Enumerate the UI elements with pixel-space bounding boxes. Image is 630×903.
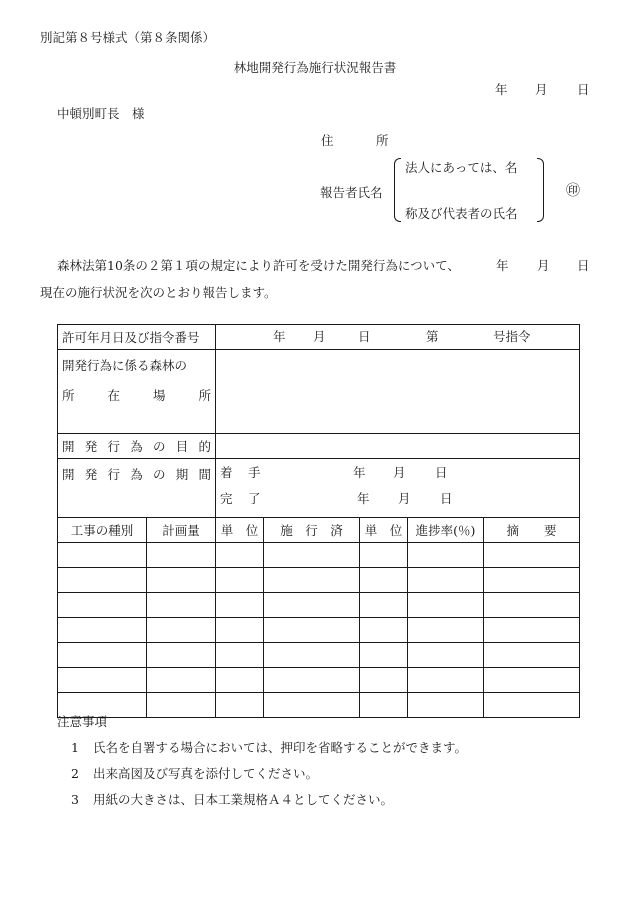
table-cell [264, 618, 360, 643]
location-label-line2 [62, 386, 211, 404]
table-cell [484, 543, 580, 568]
table-cell [264, 643, 360, 668]
table-cell [484, 568, 580, 593]
purpose-char: 為 [130, 439, 143, 454]
table-cell [147, 568, 216, 593]
table-row [58, 693, 580, 718]
location-char: 所 [62, 388, 75, 403]
table-row [58, 543, 580, 568]
table-cell [264, 593, 360, 618]
table-cell [484, 593, 580, 618]
table-cell [216, 593, 264, 618]
permit-value-cell [216, 325, 580, 350]
table-cell [408, 668, 484, 693]
location-label-line1: 開発行為に係る森林の [62, 358, 188, 373]
body-day: 日 [577, 258, 590, 273]
corporate-note-line1: 法人にあっては、名 [405, 160, 518, 175]
table-cell [360, 668, 408, 693]
table-cell [147, 618, 216, 643]
purpose-char: 目 [175, 439, 189, 454]
start-label-char: 着 [220, 465, 233, 480]
period-char: 間 [198, 467, 212, 482]
table-cell [264, 568, 360, 593]
table-cell [264, 543, 360, 568]
permit-label: 許可年月日及び指令番号 [62, 330, 200, 345]
table-cell [216, 543, 264, 568]
reporter-name-label: 報告者氏名 [320, 185, 383, 200]
period-label [62, 465, 211, 483]
col-header-planned-amount: 計画量 [147, 518, 216, 543]
table-cell [264, 668, 360, 693]
col-header-completed: 施 行 済 [264, 518, 360, 543]
date-month-label: 月 [535, 82, 548, 97]
purpose-char: 行 [107, 439, 121, 454]
table-cell [484, 668, 580, 693]
address-label-part2: 所 [376, 133, 389, 148]
col-header-progress-rate: 進捗率(％) [408, 518, 484, 543]
table-cell [408, 643, 484, 668]
address-label-part1: 住 [321, 133, 334, 148]
document-title: 林地開発行為施行状況報告書 [233, 60, 397, 75]
table-cell [264, 693, 360, 718]
table-cell [216, 693, 264, 718]
table-cell [360, 543, 408, 568]
body-line1: 森林法第10条の２第１項の規定により許可を受けた開発行為について、 [57, 258, 460, 273]
table-cell [147, 593, 216, 618]
table-cell [58, 568, 147, 593]
table-cell [484, 693, 580, 718]
left-bracket [394, 158, 401, 222]
table-cell [58, 593, 147, 618]
permit-day: 日 [358, 329, 371, 344]
note-number: 2 [71, 766, 79, 781]
note-number: 1 [71, 740, 79, 755]
start-label-char: 手 [248, 465, 261, 480]
col-header-unit: 単 位 [360, 518, 408, 543]
purpose-label [62, 437, 211, 455]
period-label-cell [58, 459, 216, 518]
col-header-unit: 単 位 [216, 518, 264, 543]
table-row [58, 593, 580, 618]
date-year-label: 年 [495, 82, 508, 97]
purpose-char: 発 [84, 439, 98, 454]
table-row [58, 568, 580, 593]
table-cell [484, 643, 580, 668]
location-label-cell [58, 350, 216, 434]
end-day: 日 [440, 491, 453, 506]
permit-label-cell [58, 325, 216, 350]
permit-number-prefix: 第 [426, 329, 439, 344]
table-row [58, 668, 580, 693]
table-cell [360, 593, 408, 618]
location-char: 所 [198, 388, 212, 403]
seal-mark: ㊞ [566, 183, 580, 199]
note-text: 出来高図及び写真を添付してください。 [93, 766, 319, 781]
table-cell [216, 668, 264, 693]
period-char: 期 [175, 467, 189, 482]
period-char: 開 [62, 467, 75, 482]
start-year: 年 [353, 465, 366, 480]
report-table [57, 324, 580, 718]
start-day: 日 [435, 465, 448, 480]
table-cell [147, 543, 216, 568]
table-row [58, 618, 580, 643]
body-month: 月 [537, 258, 550, 273]
start-month: 月 [393, 465, 406, 480]
body-year: 年 [496, 258, 509, 273]
body-line2: 現在の施行状況を次のとおり報告します。 [40, 285, 277, 300]
table-cell [216, 618, 264, 643]
table-cell [408, 543, 484, 568]
purpose-char: の [153, 439, 166, 454]
period-char: 発 [84, 467, 98, 482]
permit-year: 年 [273, 329, 286, 344]
end-label-char: 完 [220, 491, 233, 506]
period-char: 為 [130, 467, 143, 482]
addressee: 中頓別町長 様 [57, 106, 145, 121]
col-header-work-type: 工事の種別 [58, 518, 147, 543]
table-cell [360, 643, 408, 668]
table-cell [216, 568, 264, 593]
form-number: 別記第８号様式（第８条関係） [40, 30, 216, 45]
table-cell [360, 618, 408, 643]
table-cell [408, 618, 484, 643]
purpose-char: 的 [198, 439, 212, 454]
table-cell [408, 593, 484, 618]
end-year: 年 [357, 491, 370, 506]
permit-month: 月 [313, 329, 326, 344]
location-value-cell [216, 350, 580, 434]
table-cell [147, 693, 216, 718]
right-bracket [537, 158, 544, 222]
table-cell [216, 643, 264, 668]
date-day-label: 日 [577, 82, 590, 97]
corporate-note-line2: 称及び代表者の氏名 [405, 206, 518, 221]
permit-order-suffix: 号指令 [493, 329, 531, 344]
table-cell [58, 668, 147, 693]
note-number: 3 [71, 792, 79, 807]
table-cell [147, 668, 216, 693]
table-cell [58, 618, 147, 643]
purpose-label-cell [58, 434, 216, 459]
table-cell [58, 643, 147, 668]
location-char: 在 [107, 388, 121, 403]
period-char: 行 [107, 467, 121, 482]
table-cell [408, 693, 484, 718]
table-cell [360, 693, 408, 718]
table-cell [147, 643, 216, 668]
end-label-char: 了 [248, 491, 261, 506]
purpose-char: 開 [62, 439, 75, 454]
table-cell [408, 568, 484, 593]
table-cell [484, 618, 580, 643]
purpose-value-cell [216, 434, 580, 459]
table-row [58, 643, 580, 668]
table-cell [58, 543, 147, 568]
end-month: 月 [398, 491, 411, 506]
notes-heading: 注意事項 [57, 714, 108, 729]
note-text: 用紙の大きさは、日本工業規格Ａ４としてください。 [93, 792, 394, 807]
note-text: 氏名を自署する場合においては、押印を省略することができます。 [93, 740, 468, 755]
col-header-remarks: 摘 要 [484, 518, 580, 543]
period-value-cell [216, 459, 580, 518]
table-cell [360, 568, 408, 593]
location-char: 場 [153, 388, 166, 403]
period-char: の [153, 467, 166, 482]
